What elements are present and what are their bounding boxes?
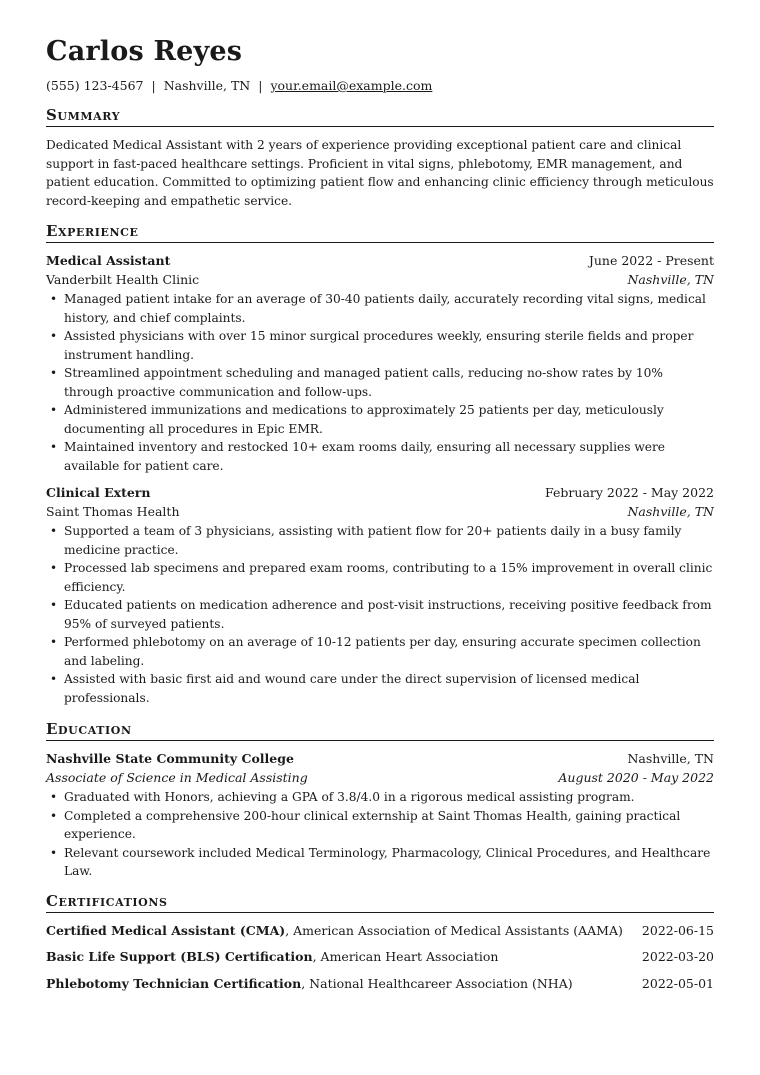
bullet-icon: • xyxy=(50,845,58,860)
bullet-icon: • xyxy=(50,403,58,417)
bullet-text: Managed patient intake for an average of 30-40 patients daily, accurately recording vital signs, medical history, and chief complaints. xyxy=(64,292,706,325)
bullet-icon: • xyxy=(50,292,58,306)
degree-name: Associate of Science in Medical Assisting xyxy=(46,770,308,785)
certification-date: 2022-05-01 xyxy=(641,976,714,991)
bullet-text: Processed lab specimens and prepared exam rooms, contributing to a 15% improvement in overall clinic efficiency. xyxy=(64,561,713,594)
education-bullets xyxy=(46,788,714,881)
list-item xyxy=(46,807,714,844)
bullet-text: Administered immunizations and medications to approximately 25 patients per day, meticulously documenting all procedures in Epic EMR. xyxy=(64,403,664,436)
list-item xyxy=(46,290,714,327)
list-item xyxy=(46,522,714,559)
job-location: Nashville, TN xyxy=(627,504,714,519)
phone-number: (555) 123-4567 xyxy=(46,78,144,93)
bullet-text: Maintained inventory and restocked 10+ exam rooms daily, ensuring all necessary supplies were available for patient care. xyxy=(64,440,666,473)
bullet-icon: • xyxy=(50,524,58,538)
contact-line xyxy=(46,78,432,93)
job-role: Medical Assistant xyxy=(46,253,171,268)
certification-row xyxy=(46,922,714,940)
list-item xyxy=(46,559,714,596)
list-item xyxy=(46,788,714,807)
bullet-icon: • xyxy=(50,598,58,612)
list-item xyxy=(46,596,714,633)
contact-separator: | xyxy=(258,78,263,93)
bullet-icon: • xyxy=(50,790,58,804)
job-subheader xyxy=(46,503,714,521)
list-item xyxy=(46,844,714,881)
candidate-name: Carlos Reyes xyxy=(46,36,243,67)
certification-name: Certified Medical Assistant (CMA) xyxy=(46,923,286,938)
job-bullets xyxy=(46,522,714,707)
bullet-text: Streamlined appointment scheduling and managed patient calls, reducing no-show rates by 10% through proactive communication and follow-ups. xyxy=(64,366,663,399)
certification-date: 2022-03-20 xyxy=(641,949,714,964)
job-company: Vanderbilt Health Clinic xyxy=(46,272,200,287)
bullet-text: Completed a comprehensive 200-hour clinical externship at Saint Thomas Health, gaining practical experience. xyxy=(64,808,681,841)
job-role: Clinical Extern xyxy=(46,485,151,500)
summary-heading: Summary xyxy=(46,106,714,127)
bullet-icon: • xyxy=(50,635,58,649)
certification-name: Basic Life Support (BLS) Certification xyxy=(46,949,313,964)
list-item xyxy=(46,401,714,438)
bullet-icon: • xyxy=(50,366,58,380)
education-heading: Education xyxy=(46,720,714,741)
location-text: Nashville, TN xyxy=(163,78,251,93)
list-item xyxy=(46,670,714,707)
bullet-icon: • xyxy=(50,440,58,454)
certification-date: 2022-06-15 xyxy=(641,923,714,938)
experience-heading: Experience xyxy=(46,222,714,243)
job-company: Saint Thomas Health xyxy=(46,504,180,519)
bullet-icon: • xyxy=(50,808,58,823)
summary-text: Dedicated Medical Assistant with 2 years of experience providing exceptional patient care and clinical support in fast-paced healthcare settings. Proficient in vital signs, phlebotomy, EMR management, and patient education. Committed to optimizing patient flow and enhancing clinic efficiency through meticulous record-keeping and empathetic service. xyxy=(46,138,714,208)
list-item xyxy=(46,438,714,475)
list-item xyxy=(46,364,714,401)
bullet-icon: • xyxy=(50,329,58,343)
degree-dates: August 2020 - May 2022 xyxy=(558,770,714,785)
job-subheader xyxy=(46,271,714,289)
bullet-text: Graduated with Honors, achieving a GPA of 3.8/4.0 in a rigorous medical assisting program. xyxy=(64,790,635,804)
job-bullets xyxy=(46,290,714,475)
contact-separator: | xyxy=(151,78,156,93)
certification-issuer: , National Healthcareer Association (NHA) xyxy=(301,976,573,991)
certification-row xyxy=(46,948,714,966)
school-location: Nashville, TN xyxy=(627,751,714,766)
certification-name: Phlebotomy Technician Certification xyxy=(46,976,302,991)
degree-row xyxy=(46,769,714,787)
job-dates: February 2022 - May 2022 xyxy=(545,485,714,500)
list-item xyxy=(46,327,714,364)
job-header xyxy=(46,252,714,270)
school-name: Nashville State Community College xyxy=(46,751,294,766)
job-header xyxy=(46,484,714,502)
certification-issuer: , American Heart Association xyxy=(312,949,499,964)
job-location: Nashville, TN xyxy=(627,272,714,287)
list-item xyxy=(46,633,714,670)
school-header xyxy=(46,750,714,768)
bullet-text: Performed phlebotomy on an average of 10-12 patients per day, ensuring accurate specimen collection and labeling. xyxy=(64,635,701,668)
certification-issuer: , American Association of Medical Assistants (AAMA) xyxy=(285,923,623,938)
bullet-text: Relevant coursework included Medical Terminology, Pharmacology, Clinical Procedures, and Healthcare Law. xyxy=(64,845,711,878)
bullet-icon: • xyxy=(50,561,58,575)
bullet-icon: • xyxy=(50,672,58,686)
bullet-text: Educated patients on medication adherence and post-visit instructions, receiving positive feedback from 95% of surveyed patients. xyxy=(64,598,712,631)
job-dates: June 2022 - Present xyxy=(588,253,714,268)
bullet-text: Supported a team of 3 physicians, assisting with patient flow for 20+ patients daily in a busy family medicine practice. xyxy=(64,524,682,557)
certifications-heading: Certifications xyxy=(46,892,714,913)
bullet-text: Assisted physicians with over 15 minor surgical procedures weekly, ensuring sterile fields and proper instrument handling. xyxy=(64,329,694,362)
certification-row xyxy=(46,975,714,993)
email-link[interactable]: your.email@example.com xyxy=(270,78,433,93)
bullet-text: Assisted with basic first aid and wound care under the direct supervision of licensed medical professionals. xyxy=(64,672,640,705)
